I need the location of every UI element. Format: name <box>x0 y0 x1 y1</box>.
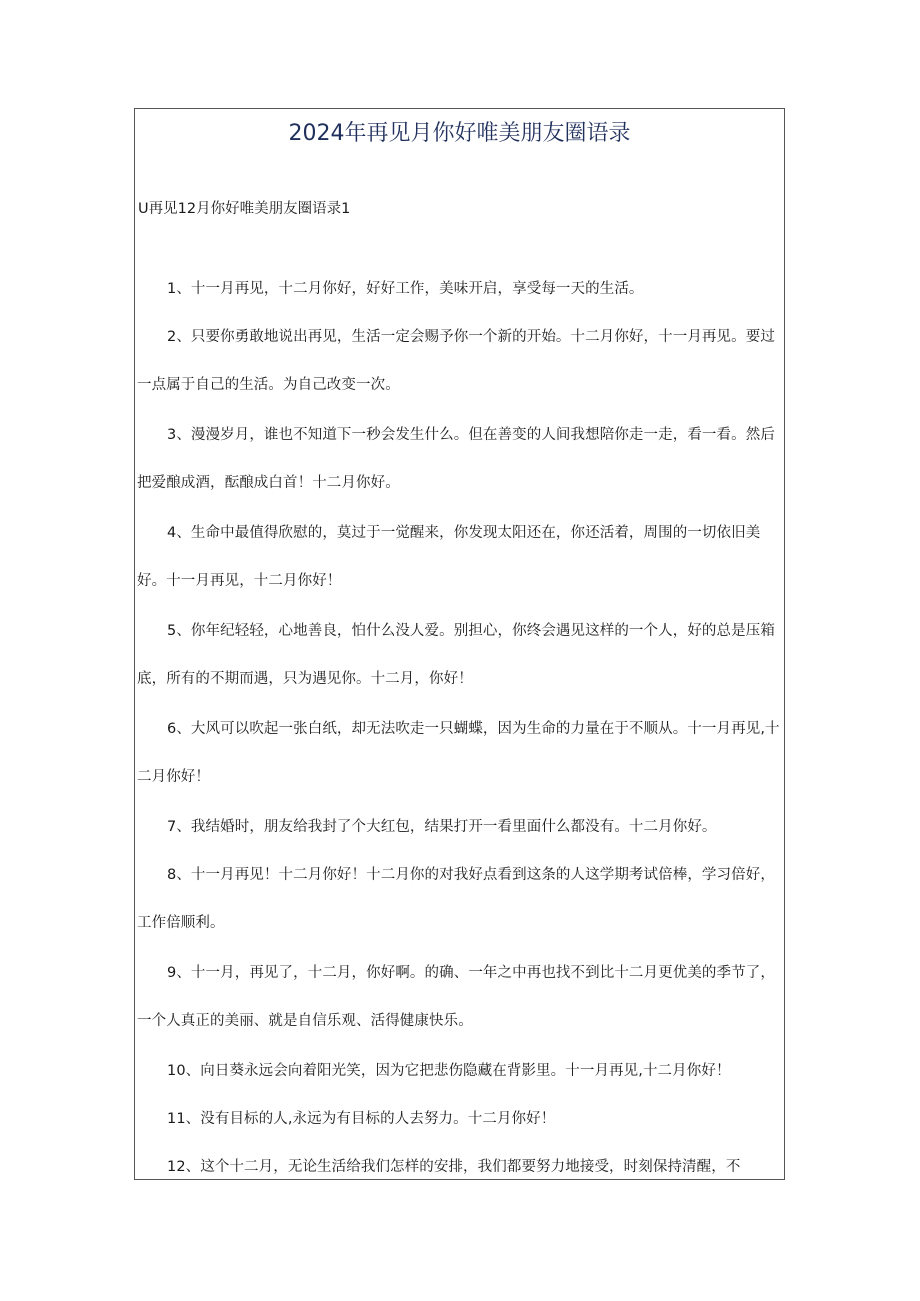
paragraph-2: 2、只要你勇敢地说出再见，生活一定会赐予你一个新的开始。十二月你好，十一月再见。要过一点属于自己的生活。为自己改变一次。 <box>137 329 775 393</box>
paragraph-3: 3、漫漫岁月，谁也不知道下一秒会发生什么。但在善变的人间我想陪你走一走，看一看。然后把爱酿成酒，酝酿成白首！十二月你好。 <box>137 427 775 491</box>
paragraph-6: 6、大风可以吹起一张白纸，却无法吹走一只蝴蝶，因为生命的力量在于不顺从。十一月再见,十二月你好！ <box>137 721 780 785</box>
paragraph-10: 10、向日葵永远会向着阳光笑，因为它把悲伤隐藏在背影里。十一月再见,十二月你好！ <box>167 1063 731 1079</box>
paragraph-12: 12、这个十二月，无论生活给我们怎样的安排，我们都要努力地接受，时刻保持清醒，不 <box>167 1159 741 1175</box>
paragraph-1: 1、十一月再见，十二月你好，好好工作，美味开启，享受每一天的生活。 <box>167 281 644 297</box>
paragraph-9: 9、十一月，再见了，十二月，你好啊。的确、一年之中再也找不到比十二月更优美的季节了，一个人真正的美丽、就是自信乐观、活得健康快乐。 <box>137 965 775 1029</box>
section-heading: U再见12月你好唯美朋友圈语录1 <box>138 201 351 217</box>
paragraph-8: 8、十一月再见！十二月你好！十二月你的对我好点看到这条的人这学期考试倍棒，学习倍好，工作倍顺利。 <box>137 867 775 931</box>
paragraph-4: 4、生命中最值得欣慰的，莫过于一觉醒来，你发现太阳还在，你还活着，周围的一切依旧美好。十一月再见，十二月你好！ <box>137 525 761 589</box>
paragraph-5: 5、你年纪轻轻，心地善良，怕什么没人爱。别担心，你终会遇见这样的一个人，好的总是压箱底，所有的不期而遇，只为遇见你。十二月，你好！ <box>137 623 775 687</box>
document-page <box>134 108 785 1180</box>
paragraph-11: 11、没有目标的人,永远为有目标的人去努力。十二月你好！ <box>167 1111 556 1127</box>
paragraph-7: 7、我结婚时，朋友给我封了个大红包，结果打开一看里面什么都没有。十二月你好。 <box>167 819 717 835</box>
document-title: 2024年再见月你好唯美朋友圈语录 <box>288 121 631 146</box>
